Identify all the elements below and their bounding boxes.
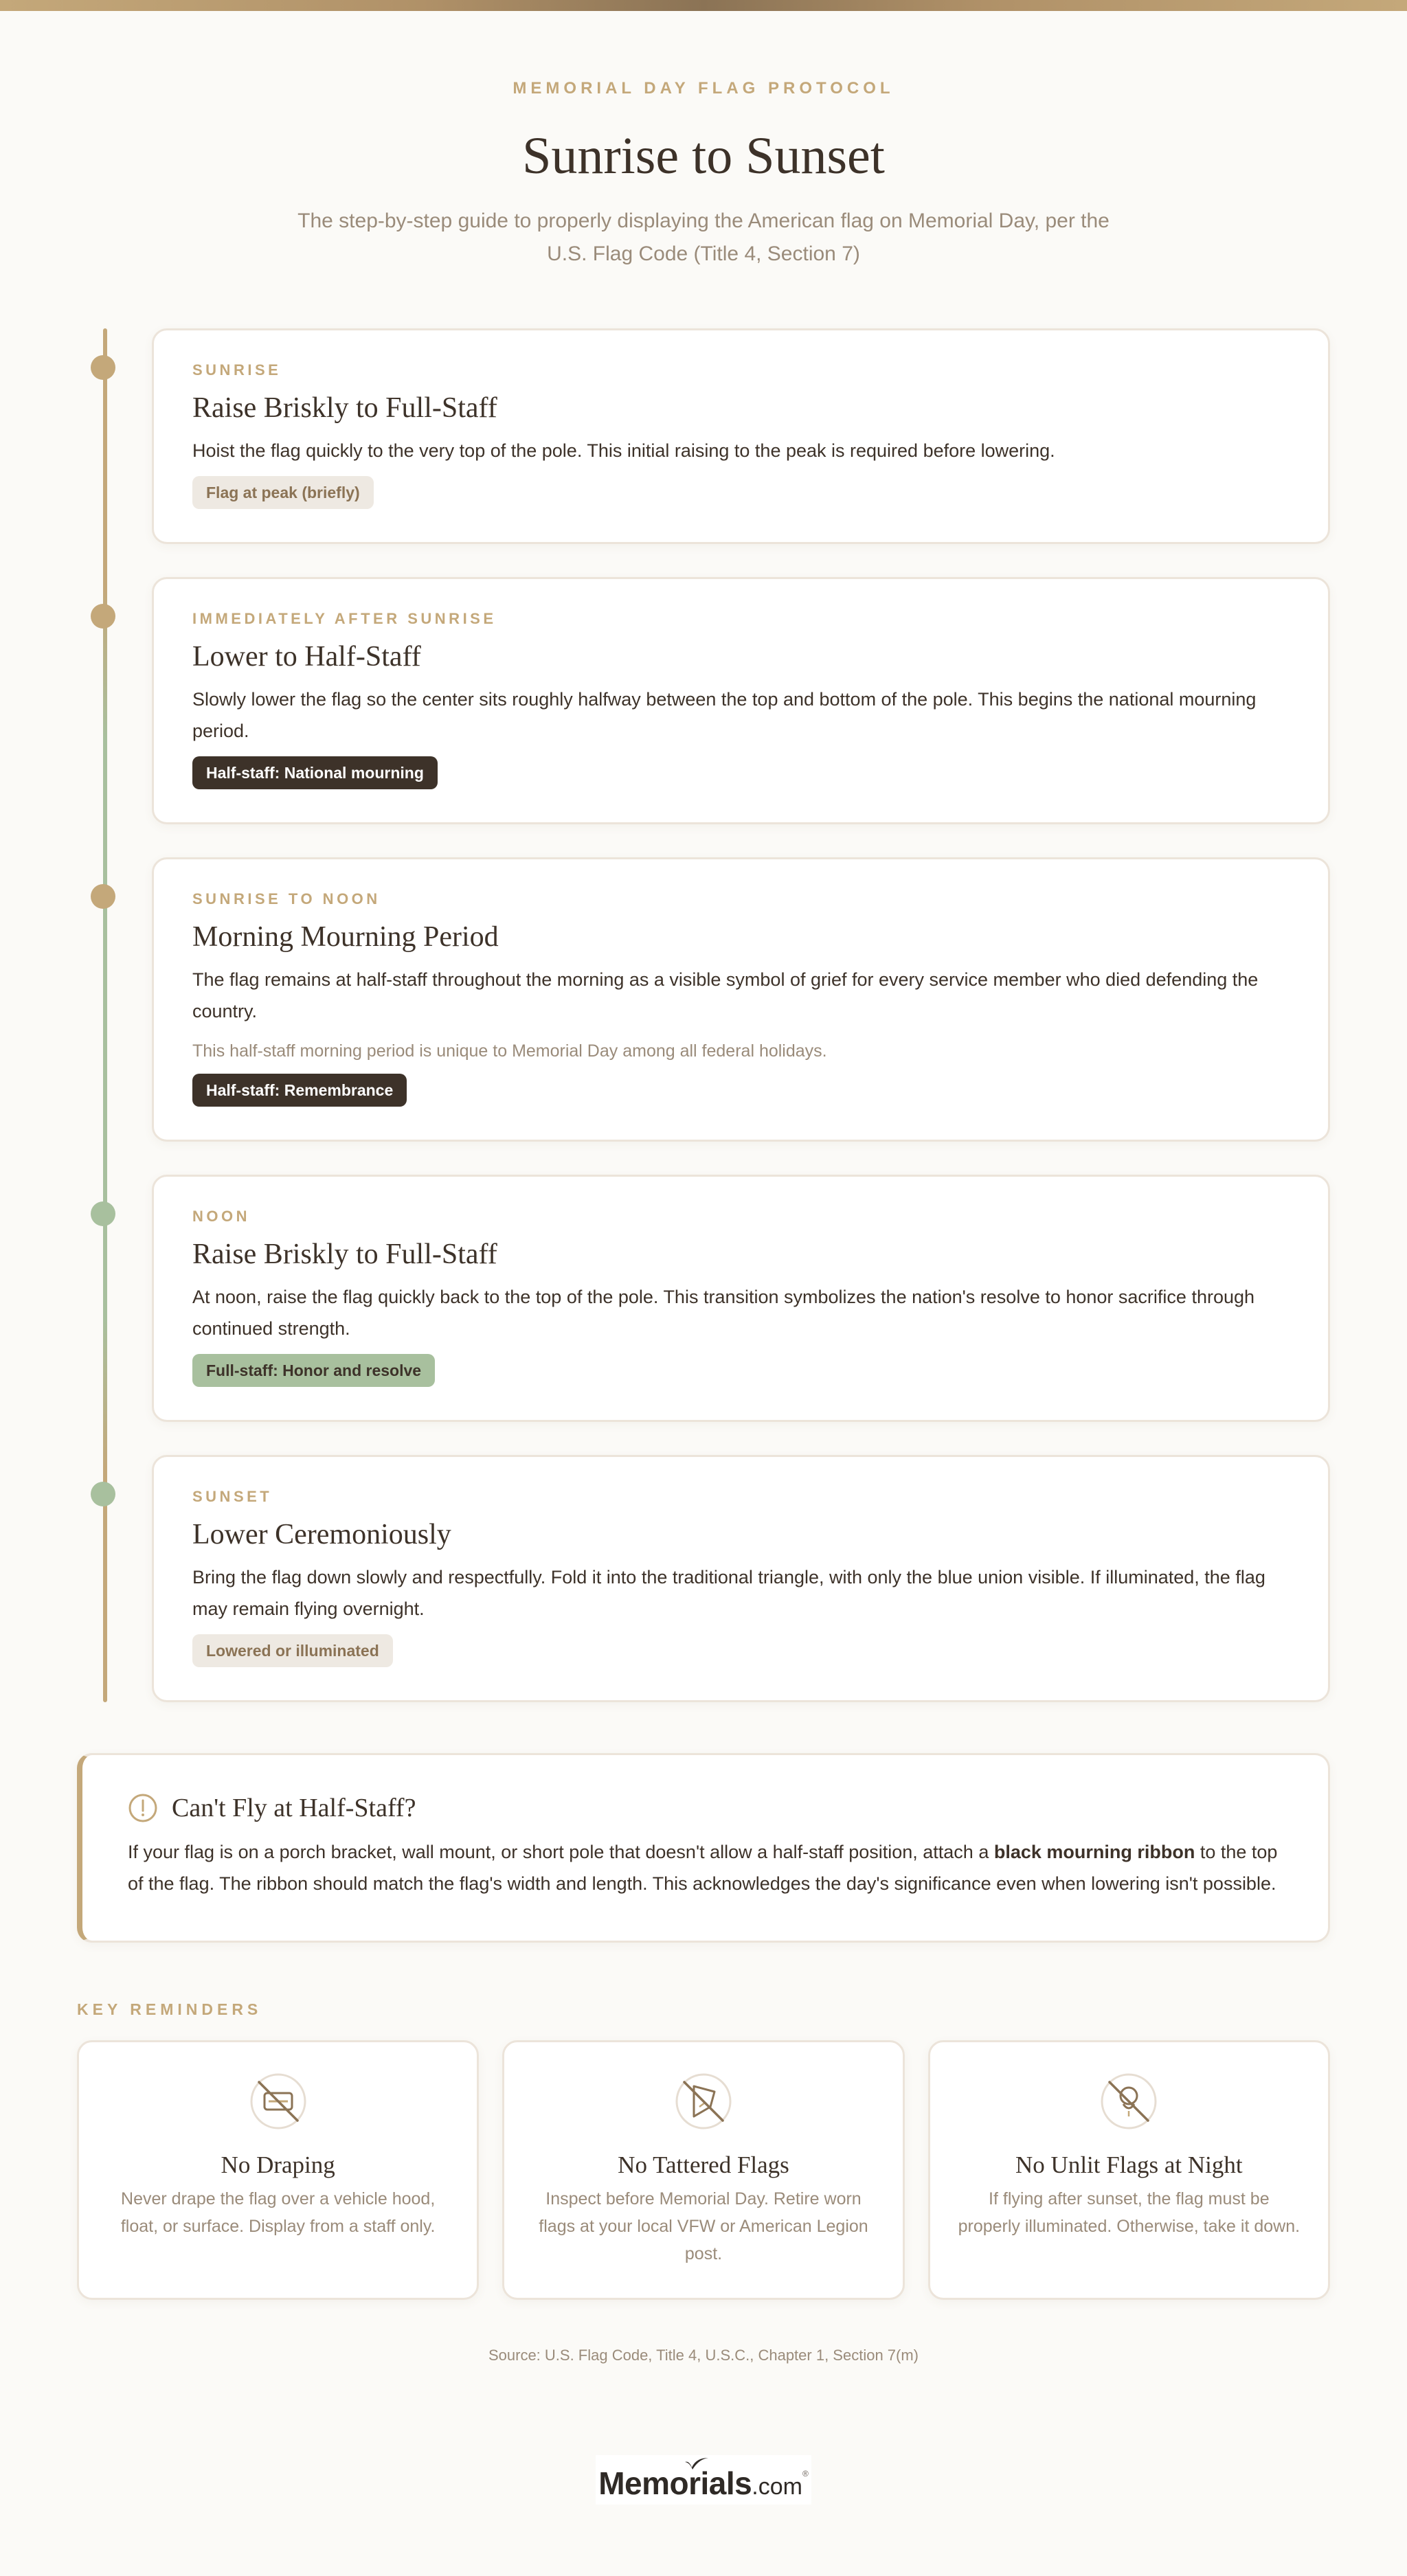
- eyebrow-label: MEMORIAL DAY FLAG PROTOCOL: [513, 79, 894, 98]
- reminder-title: No Draping: [221, 2151, 335, 2178]
- callout-title: Can't Fly at Half-Staff?: [172, 1794, 416, 1822]
- timeline-dot-icon: [91, 884, 115, 909]
- status-badge: Half-staff: National mourning: [192, 756, 438, 789]
- timeline-step-sunrise-to-noon: [152, 857, 1330, 1142]
- step-title: Lower to Half-Staff: [192, 641, 421, 673]
- half-staff-alternative-callout: [77, 1753, 1330, 1943]
- step-title: Raise Briskly to Full-Staff: [192, 392, 497, 424]
- section-label: KEY REMINDERS: [77, 2000, 262, 2018]
- exclamation-circle-icon: [128, 1793, 158, 1823]
- source-citation: Source: U.S. Flag Code, Title 4, U.S.C., Chapter 1, Section 7(m): [488, 2347, 919, 2364]
- timeline-dot-icon: [91, 604, 115, 629]
- reminder-card-no-unlit: [928, 2040, 1330, 2300]
- reminder-title: No Unlit Flags at Night: [1015, 2151, 1243, 2178]
- step-description: Hoist the flag quickly to the very top of the pole. This initial raising to the peak is required before lowering.: [192, 440, 1055, 461]
- reminders-grid: [77, 2040, 1330, 2300]
- registered-mark: ®: [802, 2469, 809, 2478]
- page-header: [0, 11, 1407, 271]
- main-content: [77, 328, 1330, 2532]
- no-unlit-flag-icon: [1100, 2072, 1158, 2130]
- logo-wordmark: Memorials: [598, 2465, 752, 2501]
- footer: [77, 2455, 1330, 2532]
- callout-body: [128, 1836, 1283, 1899]
- step-description: Bring the flag down slowly and respectfully. Fold it into the traditional triangle, with only the blue union visible. If illuminated, the flag may remain flying overnight.: [192, 1567, 1265, 1619]
- step-title: Morning Mourning Period: [192, 921, 499, 953]
- callout-body-text: If your flag is on a porch bracket, wall mount, or short pole that doesn't allow a half-staff position, attach a: [128, 1842, 994, 1862]
- step-note: This half-staff morning period is unique to Memorial Day among all federal holidays.: [192, 1041, 827, 1061]
- step-title: Raise Briskly to Full-Staff: [192, 1239, 497, 1270]
- step-time: SUNSET: [192, 1488, 273, 1505]
- step-description: Slowly lower the flag so the center sits roughly halfway between the top and bottom of the pole. This begins the national mourning period.: [192, 689, 1257, 741]
- reminder-description: If flying after sunset, the flag must be properly illuminated. Otherwise, take it down.: [958, 2189, 1301, 2236]
- page-title: Sunrise to Sunset: [522, 127, 885, 185]
- reminder-description: Never drape the flag over a vehicle hood, float, or surface. Display from a staff only.: [120, 2189, 436, 2236]
- status-badge: Half-staff: Remembrance: [192, 1074, 407, 1107]
- timeline-step-after-sunrise: [152, 577, 1330, 824]
- logo-tld: .com: [752, 2474, 802, 2500]
- bird-icon: [682, 2455, 710, 2470]
- status-badge: Lowered or illuminated: [192, 1634, 393, 1667]
- reminder-card-no-draping: [77, 2040, 479, 2300]
- timeline-dot-icon: [91, 355, 115, 380]
- step-time: SUNRISE TO NOON: [192, 890, 381, 907]
- timeline-step-sunset: [152, 1455, 1330, 1702]
- step-description: At noon, raise the flag quickly back to the top of the pole. This transition symbolizes the nation's resolve to honor sacrifice through continued strength.: [192, 1287, 1255, 1339]
- timeline-dot-icon: [91, 1201, 115, 1226]
- reminder-description: Inspect before Memorial Day. Retire worn flags at your local VFW or American Legion post.: [539, 2189, 868, 2263]
- step-time: NOON: [192, 1208, 250, 1225]
- step-title: Lower Ceremoniously: [192, 1519, 451, 1550]
- page-subtitle: The step-by-step guide to properly displaying the American flag on Memorial Day, per the U.S. Flag Code (Title 4, Section 7): [297, 210, 1110, 265]
- step-time: SUNRISE: [192, 361, 282, 379]
- reminder-card-no-tattered: [502, 2040, 904, 2300]
- key-reminders-section: [77, 1999, 1330, 2300]
- flag-timeline: [77, 328, 1330, 1702]
- status-badge: Flag at peak (briefly): [192, 476, 374, 509]
- no-tattered-flag-icon: [675, 2072, 732, 2130]
- reminder-title: No Tattered Flags: [618, 2151, 789, 2178]
- no-draping-icon: [249, 2072, 307, 2130]
- memorials-logo[interactable]: [596, 2455, 811, 2505]
- callout-header: [128, 1791, 1283, 1825]
- timeline-step-noon: [152, 1175, 1330, 1422]
- timeline-dot-icon: [91, 1482, 115, 1506]
- status-badge: Full-staff: Honor and resolve: [192, 1354, 435, 1387]
- top-accent-bar: [0, 0, 1407, 11]
- step-time: IMMEDIATELY AFTER SUNRISE: [192, 610, 497, 627]
- step-description: The flag remains at half-staff throughout the morning as a visible symbol of grief for every service member who died defending the country.: [192, 969, 1259, 1021]
- timeline-step-sunrise: [152, 328, 1330, 544]
- callout-emphasis: black mourning ribbon: [993, 1842, 1195, 1862]
- callout-body-text: to the top of the flag. The ribbon should match the flag's width and length. This acknowledges the day's significance even when lowering isn't possible.: [128, 1842, 1278, 1894]
